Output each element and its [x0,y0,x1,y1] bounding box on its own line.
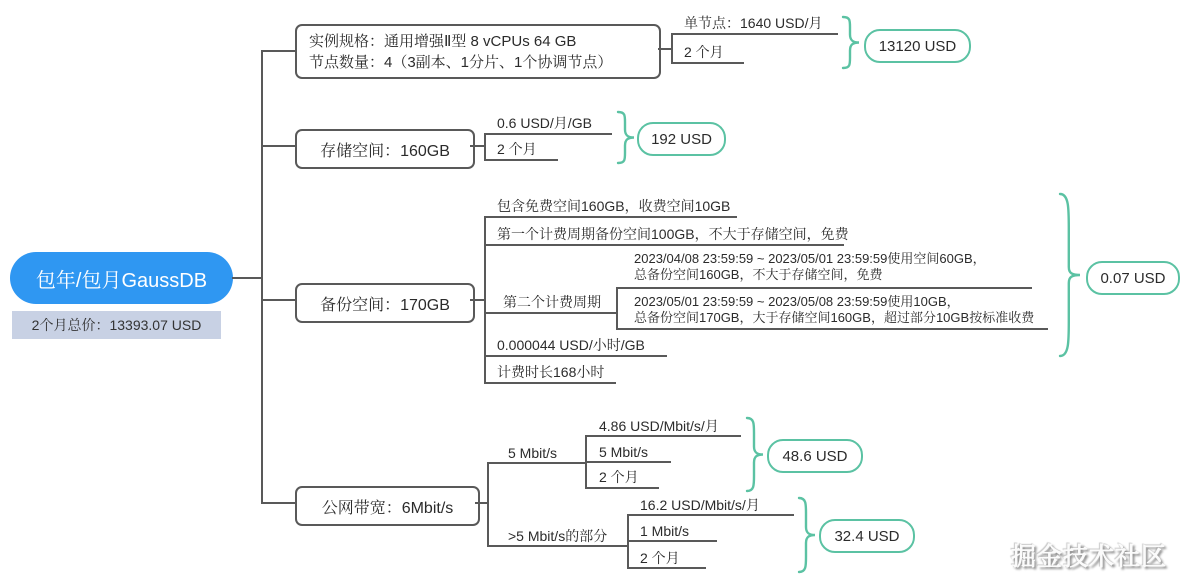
backup-period1-detail [634,251,986,283]
bandwidth-tier1-size: 5 Mbit/s [599,444,649,460]
connector-line [484,159,558,161]
connector-line [671,33,838,35]
connector-line [484,382,616,384]
brace-icon [1058,192,1082,358]
connector-line [261,299,295,301]
connector-line [487,545,629,547]
connector-line [261,50,263,504]
connector-line [585,487,659,489]
connector-line [616,287,618,330]
backup-second-cycle-label: 第二个计费周期 [503,294,601,310]
bandwidth-tier1-price: 4.86 USD/Mbit/s/月 [599,418,719,434]
backup-result-badge: 0.07 USD [1086,261,1180,295]
watermark: 掘金技术社区 [1010,543,1167,571]
connector-line [671,33,673,64]
bandwidth-tier1-label: 5 Mbit/s [508,445,558,461]
connector-line [261,50,295,52]
bandwidth-tier2-label: >5 Mbit/s的部分 [508,528,608,544]
connector-line [487,462,489,547]
bandwidth-node: 公网带宽：6Mbit/s [295,486,480,526]
connector-line [470,145,485,147]
connector-line [484,216,737,218]
backup-rate: 0.000044 USD/小时/GB [497,337,645,353]
backup-period2-line1: 2023/05/01 23:59:59 ~ 2023/05/08 23:59:59使用10GB， [634,294,960,309]
bandwidth-tier1-months: 2 个月 [599,469,639,485]
brace-icon [797,496,817,574]
connector-line [484,216,486,384]
backup-duration: 计费时长168小时 [497,364,605,380]
connector-line [658,48,672,50]
backup-period1-line2: 总备份空间160GB，不大于存储空间，免费 [634,267,883,282]
connector-line [616,287,1032,289]
instance-spec-node [295,24,661,79]
backup-note-first-cycle: 第一个计费周期备份空间100GB，不大于存储空间，免费 [497,226,849,242]
backup-period2-detail [634,294,1034,326]
connector-line [616,328,1048,330]
connector-line [585,435,741,437]
instance-result-badge: 13120 USD [864,29,971,63]
connector-line [627,514,794,516]
instance-unit-price: 单节点：1640 USD/月 [684,15,823,31]
brace-icon [616,110,636,165]
connector-line [627,540,717,542]
connector-line [484,133,486,161]
brace-icon [745,416,765,493]
connector-line [671,62,744,64]
backup-period1-line1: 2023/04/08 23:59:59 ~ 2023/05/01 23:59:59使用空间60GB， [634,251,986,266]
bandwidth-tier2-price: 16.2 USD/Mbit/s/月 [640,497,760,513]
connector-line [487,462,587,464]
backup-node: 备份空间：170GB [295,283,475,323]
bandwidth-tier2-result-badge: 32.4 USD [819,519,915,553]
bandwidth-tier1-result-badge: 48.6 USD [767,439,863,473]
root-node: 包年/包月GaussDB [10,252,233,304]
connector-line [627,567,706,569]
connector-line [261,502,295,504]
instance-spec-line1: 实例规格：通用增强Ⅱ型 8 vCPUs 64 GB [309,32,577,50]
connector-line [484,244,844,246]
connector-line [470,299,485,301]
instance-spec-line2: 节点数量：4（3副本、1分片、1个协调节点） [309,53,613,71]
storage-months: 2 个月 [497,141,537,157]
brace-icon [841,15,861,70]
bandwidth-tier2-months: 2 个月 [640,550,680,566]
connector-line [484,355,667,357]
storage-unit-price: 0.6 USD/月/GB [497,115,592,131]
connector-line [261,145,295,147]
connector-line [585,461,671,463]
connector-line [484,133,612,135]
storage-node: 存储空间：160GB [295,129,475,169]
connector-line [232,277,262,279]
instance-months: 2 个月 [684,44,724,60]
connector-line [484,312,618,314]
backup-note-free-space: 包含免费空间160GB，收费空间10GB [497,198,731,214]
backup-period2-line2: 总备份空间170GB，大于存储空间160GB，超过部分10GB按标准收费 [634,310,1035,325]
storage-result-badge: 192 USD [637,122,726,156]
total-price-note: 2个月总价：13393.07 USD [12,311,221,339]
bandwidth-tier2-size: 1 Mbit/s [640,523,690,539]
